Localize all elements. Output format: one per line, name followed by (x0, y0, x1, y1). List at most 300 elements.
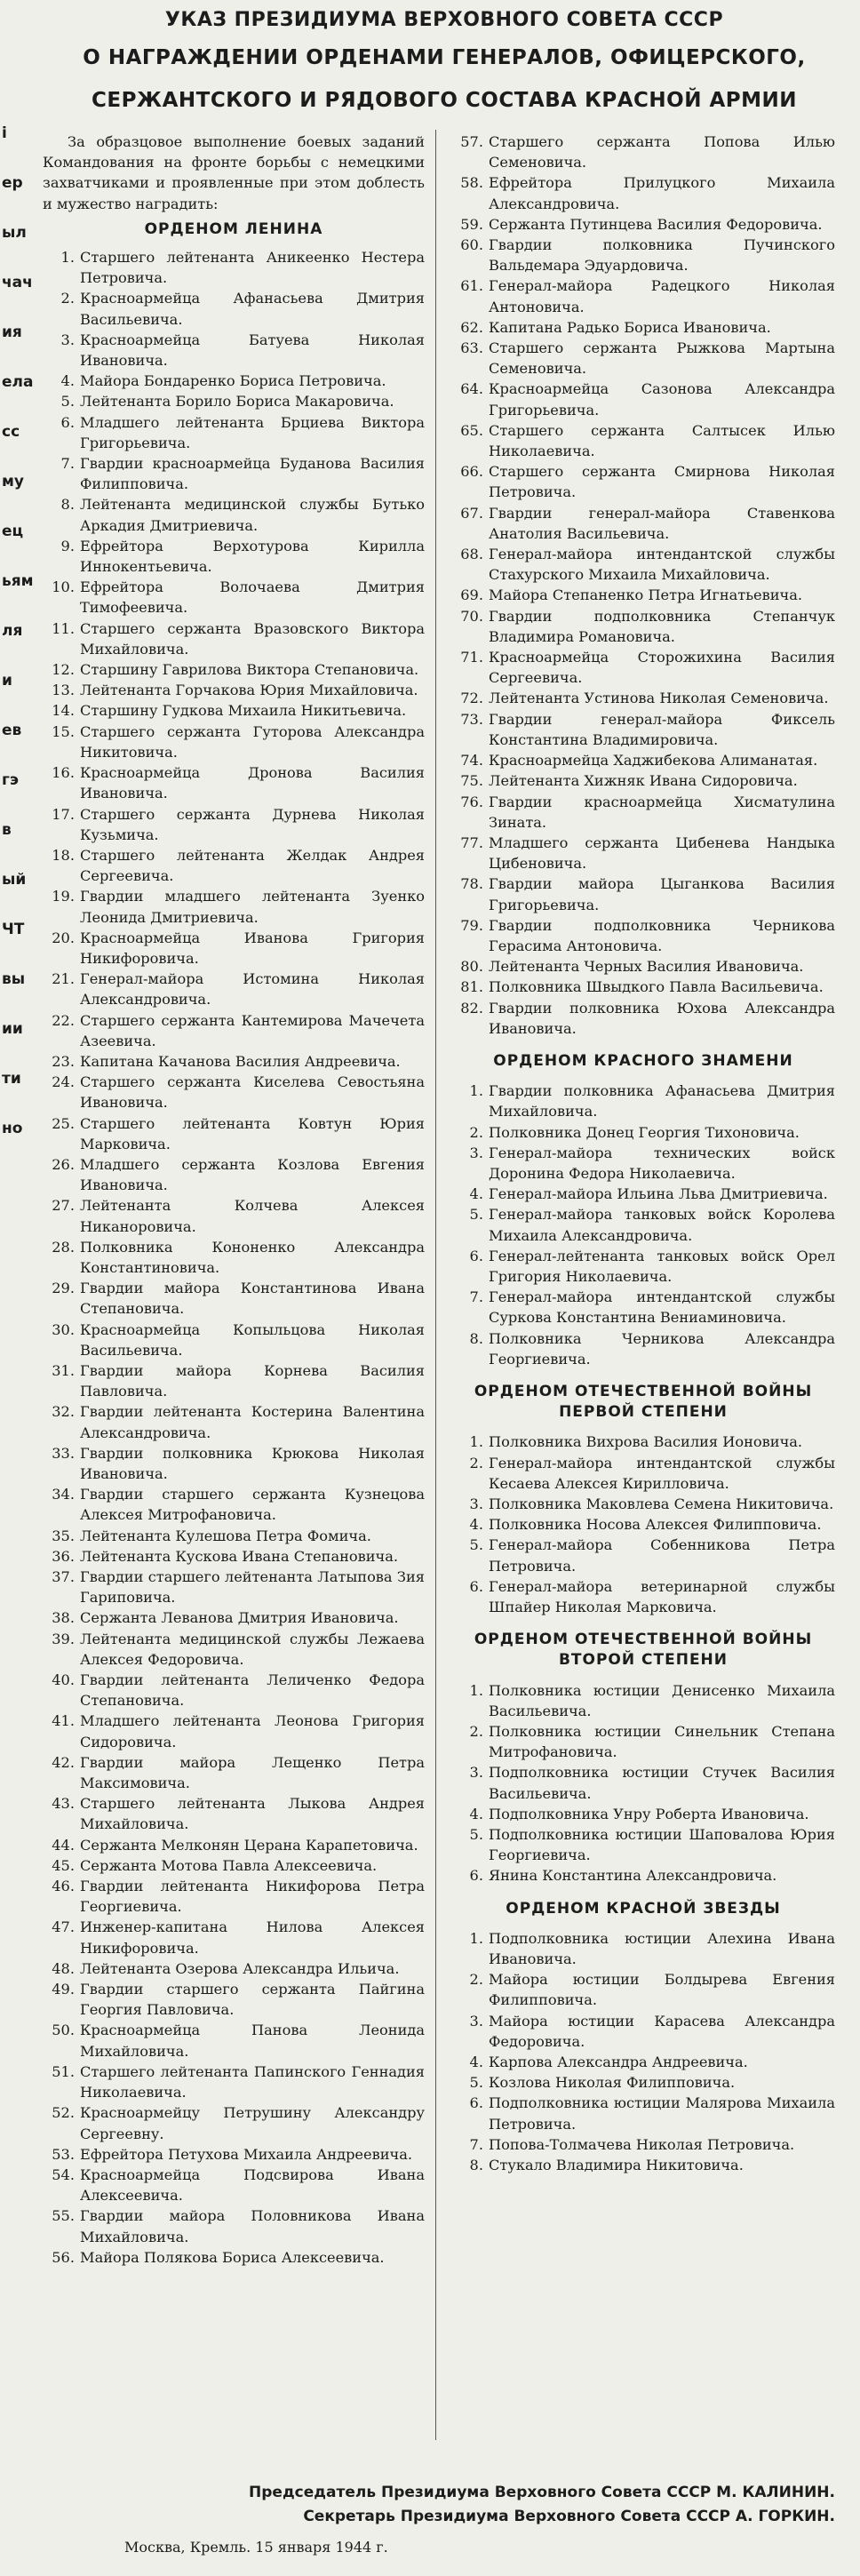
item-number: 5. (469, 1206, 483, 1224)
order-of-lenin-list-continued (451, 132, 835, 1039)
awardee-text: Старшего сержанта Кантемирова Мачечета Азеевича. (80, 1011, 425, 1049)
item-number: 76. (460, 793, 483, 810)
award-list-item (451, 132, 835, 172)
item-number: 46. (52, 1878, 75, 1895)
margin-fragment: ля (2, 622, 23, 640)
item-number: 3. (469, 2012, 483, 2030)
awardee-text: Лейтенанта Горчакова Юрия Михайловича. (80, 682, 418, 699)
awardee-text: Подполковника юстиции Малярова Михаила Петровича. (489, 2094, 835, 2133)
signature-chairman: Председатель Президиума Верховного Совета СССР М. КАЛИНИН. (249, 2484, 835, 2501)
awardee-text: Старшего сержанта Киселева Севостьяна Ивановича. (80, 1073, 425, 1112)
awardee-text: Гвардии генерал-майора Фиксель Константина Владимировича. (489, 710, 835, 748)
awardee-text: Гвардии генерал-майора Ставенкова Анатолия Васильевича. (489, 504, 835, 542)
awardee-text: Капитана Качанова Василия Андреевича. (80, 1052, 401, 1070)
item-number: 58. (460, 174, 483, 192)
awardee-text: Старшего лейтенанта Желдак Андрея Сергеевича. (80, 846, 425, 885)
award-list-item (43, 1711, 425, 1751)
awardee-text: Красноармейцу Петрушину Александру Сергеевну. (80, 2104, 425, 2142)
item-number: 25. (52, 1114, 75, 1132)
award-list-item (451, 235, 835, 275)
item-number: 32. (52, 1403, 75, 1421)
award-list-item (43, 2020, 425, 2061)
award-list-item (451, 1762, 835, 1803)
award-list-item (43, 1360, 425, 1401)
awardee-text: Лейтенанта Черных Василия Ивановича. (489, 958, 804, 976)
award-list-item (43, 680, 425, 700)
margin-fragment: но (2, 1120, 23, 1137)
item-number: 4. (469, 1805, 483, 1822)
item-number: 42. (52, 1753, 75, 1771)
awardee-text: Гвардии подполковника Степанчук Владимира Романовича. (489, 607, 835, 645)
item-number: 59. (460, 215, 483, 233)
award-list-item (43, 453, 425, 494)
award-list-item (43, 1917, 425, 1958)
item-number: 40. (52, 1671, 75, 1689)
award-list-item (43, 845, 425, 886)
awardee-text: Майора Степаненко Петра Игнатьевича. (489, 586, 803, 604)
item-number: 2. (469, 1454, 483, 1471)
item-number: 48. (52, 1959, 75, 1977)
item-number: 70. (460, 607, 483, 625)
awardee-text: Лейтенанта Хижняк Ивана Сидоровича. (489, 772, 798, 790)
awardee-text: Генерал-майора Истомина Николая Александровича. (80, 970, 425, 1009)
item-number: 30. (52, 1320, 75, 1338)
margin-fragment: ыл (2, 224, 27, 242)
award-list-item (43, 1876, 425, 1917)
item-number: 8. (469, 2157, 483, 2174)
awardee-text: Старшего сержанта Салтысек Илью Николаевича. (489, 421, 835, 460)
awardee-text: Генерал-майора технических войск Доронина Федора Николаевича. (489, 1144, 835, 1182)
award-list-item (451, 2011, 835, 2052)
item-number: 26. (52, 1155, 75, 1173)
awardee-text: Лейтенанта Кускова Ивана Степановича. (80, 1547, 399, 1565)
item-number: 68. (460, 546, 483, 563)
item-number: 5. (469, 1536, 483, 1554)
awardee-text: Красноармейца Иванова Григория Никифоровича. (80, 929, 425, 967)
award-list-item (451, 2072, 835, 2093)
awardee-text: Полковника юстиции Денисенко Михаила Васильевича. (489, 1681, 835, 1719)
item-number: 69. (460, 586, 483, 604)
awardee-text: Полковника Вихрова Василия Ионовича. (489, 1433, 803, 1451)
item-number: 63. (460, 339, 483, 357)
item-number: 2. (60, 290, 75, 307)
item-number: 54. (52, 2165, 75, 2183)
award-list-item (43, 2205, 425, 2246)
margin-fragment: ии (2, 1020, 23, 1038)
item-number: 71. (460, 649, 483, 666)
item-number: 1. (469, 1681, 483, 1699)
item-number: 7. (469, 1288, 483, 1306)
item-number: 2. (469, 1971, 483, 1989)
awardee-text: Сержанта Мелконян Церана Карапетовича. (80, 1836, 418, 1854)
awardee-text: Ефрейтора Волочаева Дмитрия Тимофеевича. (80, 578, 425, 617)
item-number: 8. (469, 1329, 483, 1347)
award-list-item (451, 1081, 835, 1121)
award-list-item (451, 1432, 835, 1452)
award-list-item (43, 391, 425, 411)
award-list-item (43, 1195, 425, 1236)
awardee-text: Старшего сержанта Гуторова Александра Никитовича. (80, 722, 425, 761)
item-number: 21. (52, 970, 75, 988)
right-column (451, 132, 835, 2175)
awardee-text: Полковника юстиции Синельник Степана Митрофановича. (489, 1723, 835, 1761)
awardee-text: Полковника Донец Георгия Тихоновича. (489, 1123, 800, 1141)
award-list-item (43, 1320, 425, 1360)
award-list-item (451, 317, 835, 338)
award-list-item (451, 1865, 835, 1886)
awardee-text: Гвардии подполковника Черникова Герасима Антоновича. (489, 916, 835, 954)
item-number: 18. (52, 846, 75, 864)
award-list-item (43, 1958, 425, 1979)
award-list-item (43, 1010, 425, 1051)
item-number: 49. (52, 1981, 75, 1998)
item-number: 24. (52, 1073, 75, 1091)
awardee-text: Ефрейтора Прилуцкого Михаила Александровича. (489, 174, 835, 212)
item-number: 36. (52, 1547, 75, 1565)
item-number: 3. (469, 1144, 483, 1161)
decree-heading: УКАЗ ПРЕЗИДИУМА ВЕРХОВНОГО СОВЕТА СССР (164, 9, 724, 31)
awardee-text: Гвардии полковника Пучинского Вальдемара Эдуардовича. (489, 236, 835, 275)
item-number: 8. (60, 496, 75, 514)
award-list-item (43, 1443, 425, 1484)
item-number: 44. (52, 1836, 75, 1854)
awardee-text: Младшего лейтенанта Брциева Виктора Григорьевича. (80, 413, 425, 451)
award-list-item (451, 833, 835, 873)
decree-title-line-2: СЕРЖАНТСКОГО И РЯДОВОГО СОСТАВА КРАСНОЙ АРМИИ (91, 89, 798, 112)
award-list-item (43, 1484, 425, 1525)
awardee-text: Майора юстиции Карасева Александра Федоровича. (489, 2012, 835, 2050)
award-list-item (451, 956, 835, 977)
award-list-item (451, 1143, 835, 1184)
item-number: 57. (460, 133, 483, 150)
award-list-item (451, 1494, 835, 1514)
item-number: 55. (52, 2207, 75, 2225)
award-list-item (43, 1567, 425, 1607)
item-number: 2. (469, 1723, 483, 1741)
award-list-item (43, 1855, 425, 1876)
award-list-item (43, 1979, 425, 2020)
award-list-item (451, 461, 835, 502)
award-list-item (43, 2102, 425, 2143)
decree-intro: За образцовое выполнение боевых заданий Командования на фронте борьбы с немецкими захватчиками и проявленные при этом доблесть и мужество наградить: (43, 133, 425, 212)
section-title-patriotic-war-1: ОРДЕНОМ ОТЕЧЕСТВЕННОЙ ВОЙНЫ (474, 1382, 813, 1400)
award-list-item (43, 536, 425, 577)
award-list-item (43, 1793, 425, 1834)
item-number: 6. (469, 1247, 483, 1264)
item-number: 19. (52, 888, 75, 905)
awardee-text: Полковника Маковлева Семена Никитовича. (489, 1495, 834, 1512)
margin-fragment: i (2, 124, 7, 142)
margin-fragment: ела (2, 373, 34, 391)
section-title-red-star: ОРДЕНОМ КРАСНОЙ ЗВЕЗДЫ (506, 1899, 781, 1918)
award-list-item (451, 172, 835, 213)
item-number: 5. (469, 2074, 483, 2092)
awardee-text: Лейтенанта Колчева Алексея Никаноровича. (80, 1197, 425, 1235)
column-divider (435, 130, 436, 2440)
award-list-item (43, 1526, 425, 1546)
margin-fragment: ер (2, 174, 23, 192)
item-number: 34. (52, 1486, 75, 1503)
award-list-item (451, 585, 835, 605)
awardee-text: Старшего сержанта Дурнева Николая Кузьмича. (80, 805, 425, 843)
item-number: 1. (469, 1082, 483, 1100)
item-number: 31. (52, 1361, 75, 1379)
item-number: 38. (52, 1609, 75, 1627)
item-number: 82. (460, 999, 483, 1017)
item-number: 5. (469, 1826, 483, 1844)
award-list-item (451, 1287, 835, 1328)
item-number: 41. (52, 1712, 75, 1730)
award-list-item (43, 2062, 425, 2102)
section-subtitle-second-class: ВТОРОЙ СТЕПЕНИ (558, 1651, 729, 1670)
award-list-item (451, 709, 835, 750)
awardee-text: Сержанта Мотова Павла Алексеевича. (80, 1856, 378, 1874)
item-number: 4. (469, 2054, 483, 2071)
margin-fragment: сс (2, 423, 20, 441)
item-number: 28. (52, 1238, 75, 1256)
item-number: 16. (52, 764, 75, 782)
left-column (43, 132, 425, 2268)
item-number: 66. (460, 463, 483, 481)
awardee-text: Старшего лейтенанта Папинского Геннадия Николаевича. (80, 2062, 425, 2101)
awardee-text: Гвардии майора Цыганкова Василия Григорьевича. (489, 875, 835, 913)
item-number: 62. (460, 318, 483, 336)
award-list-item (43, 804, 425, 845)
order-of-red-banner-list (451, 1081, 835, 1369)
item-number: 51. (52, 2062, 75, 2080)
award-list-item (43, 762, 425, 803)
award-list-item (43, 1607, 425, 1628)
awardee-text: Гвардии полковника Крюкова Николая Ивановича. (80, 1444, 425, 1482)
item-number: 20. (52, 929, 75, 946)
margin-fragment: ев (2, 722, 22, 739)
award-list-item (43, 1629, 425, 1670)
awardee-text: Ефрейтора Верхотурова Кирилла Иннокентьевича. (80, 537, 425, 576)
award-list-item (451, 2134, 835, 2155)
award-list-item (451, 2155, 835, 2175)
margin-fragment: вы (2, 970, 26, 988)
awardee-text: Капитана Радько Бориса Ивановича. (489, 318, 771, 336)
item-number: 9. (60, 537, 75, 554)
item-number: 1. (469, 1929, 483, 1947)
award-list-item (451, 2052, 835, 2072)
award-list-item (451, 770, 835, 791)
item-number: 4. (469, 1516, 483, 1534)
award-list-item (451, 338, 835, 379)
award-list-item (43, 1546, 425, 1567)
award-list-item (43, 969, 425, 1009)
awardee-text: Полковника Кононенко Александра Константиновича. (80, 1238, 425, 1276)
margin-fragment: гэ (2, 771, 19, 789)
margin-fragment: ия (2, 323, 22, 341)
awardee-text: Сержанта Путинцева Василия Федоровича. (489, 215, 823, 233)
item-number: 3. (60, 331, 75, 348)
awardee-text: Подполковника Унру Роберта Ивановича. (489, 1805, 809, 1822)
awardee-text: Лейтенанта медицинской службы Бутько Аркадия Дмитриевича. (80, 496, 425, 534)
margin-fragment: ЧТ (2, 921, 25, 938)
award-list-item (451, 915, 835, 956)
item-number: 33. (52, 1444, 75, 1462)
awardee-text: Генерал-майора танковых войск Королева Михаила Александровича. (489, 1206, 835, 1244)
awardee-text: Генерал-майора интендантской службы Кесаева Алексея Кирилловича. (489, 1454, 835, 1492)
award-list-item (43, 1401, 425, 1442)
margin-fragment: ьям (2, 572, 34, 590)
award-list-item (451, 1824, 835, 1865)
awardee-text: Лейтенанта Кулешова Петра Фомича. (80, 1527, 371, 1544)
award-list-item (451, 1928, 835, 1969)
item-number: 1. (60, 249, 75, 267)
item-number: 22. (52, 1011, 75, 1029)
item-number: 65. (460, 421, 483, 439)
award-list-item (43, 1278, 425, 1319)
awardee-text: Лейтенанта Озерова Александра Ильича. (80, 1959, 400, 1977)
awardee-text: Старшего лейтенанта Аникеенко Нестера Петровича. (80, 249, 425, 287)
award-list-item (451, 503, 835, 544)
awardee-text: Младшего сержанта Цибенева Нандыка Цибеновича. (489, 833, 835, 873)
awardee-text: Старшину Гудкова Михаила Никитьевича. (80, 702, 407, 720)
award-list-item (451, 1969, 835, 2010)
awardee-text: Генерал-майора Радецкого Николая Антоновича. (489, 277, 835, 315)
item-number: 47. (52, 1918, 75, 1936)
item-number: 14. (52, 702, 75, 720)
awardee-text: Лейтенанта Устинова Николая Семеновича. (489, 690, 829, 707)
awardee-text: Подполковника юстиции Шаповалова Юрия Георгиевича. (489, 1826, 835, 1864)
awardee-text: Красноармейца Афанасьева Дмитрия Васильевича. (80, 290, 425, 328)
order-patriotic-war-2-list (451, 1680, 835, 1886)
item-number: 67. (460, 504, 483, 522)
award-list-item (43, 928, 425, 969)
item-number: 10. (52, 578, 75, 596)
item-number: 45. (52, 1856, 75, 1874)
award-list-item (43, 722, 425, 762)
item-number: 7. (469, 2135, 483, 2153)
awardee-text: Полковника Швыдкого Павла Васильевича. (489, 978, 824, 996)
item-number: 43. (52, 1795, 75, 1813)
awardee-text: Гвардии старшего сержанта Кузнецова Алексея Митрофановича. (80, 1486, 425, 1524)
award-list-item (451, 1514, 835, 1535)
awardee-text: Ефрейтора Петухова Михаила Андреевича. (80, 2145, 412, 2163)
award-list-item (451, 977, 835, 997)
awardee-text: Гвардии майора Половникова Ивана Михайловича. (80, 2207, 425, 2245)
item-number: 1. (469, 1433, 483, 1451)
item-number: 6. (60, 413, 75, 431)
award-list-item (43, 659, 425, 680)
awardee-text: Гвардии майора Лещенко Петра Максимовича. (80, 1753, 425, 1792)
section-subtitle-first-class: ПЕРВОЙ СТЕПЕНИ (559, 1403, 728, 1422)
cropped-left-column (0, 124, 34, 1173)
award-list-item (451, 1204, 835, 1245)
item-number: 64. (460, 380, 483, 398)
award-list-item (451, 688, 835, 708)
item-number: 17. (52, 805, 75, 823)
item-number: 60. (460, 236, 483, 254)
award-list-item (43, 577, 425, 618)
award-list-item (43, 1072, 425, 1113)
item-number: 4. (60, 372, 75, 390)
awardee-text: Генерал-майора интендантской службы Суркова Константина Вениаминовича. (489, 1288, 835, 1327)
awardee-text: Гвардии майора Корнева Василия Павловича. (80, 1361, 425, 1400)
awardee-text: Лейтенанта Борило Бориса Макаровича. (80, 393, 394, 411)
item-number: 7. (60, 455, 75, 473)
award-list-item (43, 1113, 425, 1154)
item-number: 73. (460, 710, 483, 728)
item-number: 37. (52, 1568, 75, 1586)
awardee-text: Генерал-майора ветеринарной службы Шпайер Николая Марковича. (489, 1577, 835, 1616)
award-list-item (451, 606, 835, 647)
item-number: 56. (52, 2248, 75, 2266)
margin-fragment: ец (2, 522, 24, 540)
decree-title-line-1: О НАГРАЖДЕНИИ ОРДЕНАМИ ГЕНЕРАЛОВ, ОФИЦЕРСКОГО, (83, 46, 806, 69)
awardee-text: Старшину Гаврилова Виктора Степановича. (80, 661, 419, 679)
item-number: 74. (460, 752, 483, 770)
awardee-text: Карпова Александра Андреевича. (489, 2054, 748, 2071)
award-list-item (451, 379, 835, 419)
awardee-text: Гвардии старшего сержанта Пайгина Георгия Павловича. (80, 1981, 425, 2019)
award-list-item (43, 1835, 425, 1855)
awardee-text: Генерал-майора Ильина Льва Дмитриевича. (489, 1185, 828, 1203)
awardee-text: Генерал-лейтенанта танковых войск Орел Григория Николаевича. (489, 1247, 835, 1285)
awardee-text: Красноармейца Панова Леонида Михайловича. (80, 2022, 425, 2060)
award-list-item (451, 1328, 835, 1369)
item-number: 6. (469, 1867, 483, 1885)
award-list-item (43, 1752, 425, 1793)
awardee-text: Полковника Носова Алексея Филипповича. (489, 1516, 822, 1534)
awardee-text: Старшего сержанта Попова Илью Семеновича. (489, 133, 835, 171)
award-list-item (43, 494, 425, 535)
item-number: 3. (469, 1495, 483, 1512)
awardee-text: Гвардии полковника Юхова Александра Ивановича. (489, 999, 835, 1037)
awardee-text: Старшего лейтенанта Лыкова Андрея Михайловича. (80, 1795, 425, 1833)
item-number: 5. (60, 393, 75, 411)
awardee-text: Гвардии лейтенанта Костерина Валентина Александровича. (80, 1403, 425, 1441)
margin-fragment: ый (2, 871, 27, 889)
awardee-text: Красноармейца Сторожихина Василия Сергеевича. (489, 649, 835, 687)
order-patriotic-war-1-list (451, 1432, 835, 1617)
item-number: 2. (469, 1123, 483, 1141)
award-list-item (451, 1535, 835, 1575)
award-list-item (451, 647, 835, 688)
award-list-item (451, 214, 835, 235)
awardee-text: Сержанта Леванова Дмитрия Ивановича. (80, 1609, 399, 1627)
item-number: 81. (460, 978, 483, 996)
awardee-text: Старшего сержанта Рыжкова Мартына Семеновича. (489, 339, 835, 378)
awardee-text: Младшего лейтенанта Леонова Григория Сидоровича. (80, 1712, 425, 1751)
award-list-item (43, 618, 425, 659)
item-number: 3. (469, 1764, 483, 1782)
awardee-text: Попова-Толмачева Николая Петровича. (489, 2135, 795, 2153)
awardee-text: Гвардии старшего лейтенанта Латыпова Зия Гариповича. (80, 1568, 425, 1607)
awardee-text: Гвардии майора Константинова Ивана Степановича. (80, 1280, 425, 1318)
item-number: 6. (469, 2094, 483, 2112)
margin-fragment: чач (2, 274, 33, 291)
award-list-item (451, 1721, 835, 1762)
awardee-text: Генерал-майора Собенникова Петра Петровича. (489, 1536, 835, 1575)
item-number: 80. (460, 958, 483, 976)
award-list-item (43, 2247, 425, 2268)
awardee-text: Красноармейца Хаджибекова Алиманатая. (489, 752, 818, 770)
margin-fragment: ти (2, 1070, 21, 1088)
awardee-text: Старшего лейтенанта Ковтун Юрия Марковича. (80, 1114, 425, 1152)
award-list-item (451, 792, 835, 833)
order-of-lenin-list (43, 247, 425, 2268)
item-number: 23. (52, 1052, 75, 1070)
awardee-text: Гвардии красноармейца Хисматулина Зината. (489, 793, 835, 831)
awardee-text: Майора юстиции Болдырева Евгения Филипповича. (489, 1971, 835, 2009)
section-title-red-banner: ОРДЕНОМ КРАСНОГО ЗНАМЕНИ (493, 1051, 793, 1070)
place-and-date: Москва, Кремль. 15 января 1944 г. (124, 2539, 388, 2556)
award-list-item (451, 2093, 835, 2133)
awardee-text: Красноармейца Копыльцова Николая Васильевича. (80, 1320, 425, 1359)
